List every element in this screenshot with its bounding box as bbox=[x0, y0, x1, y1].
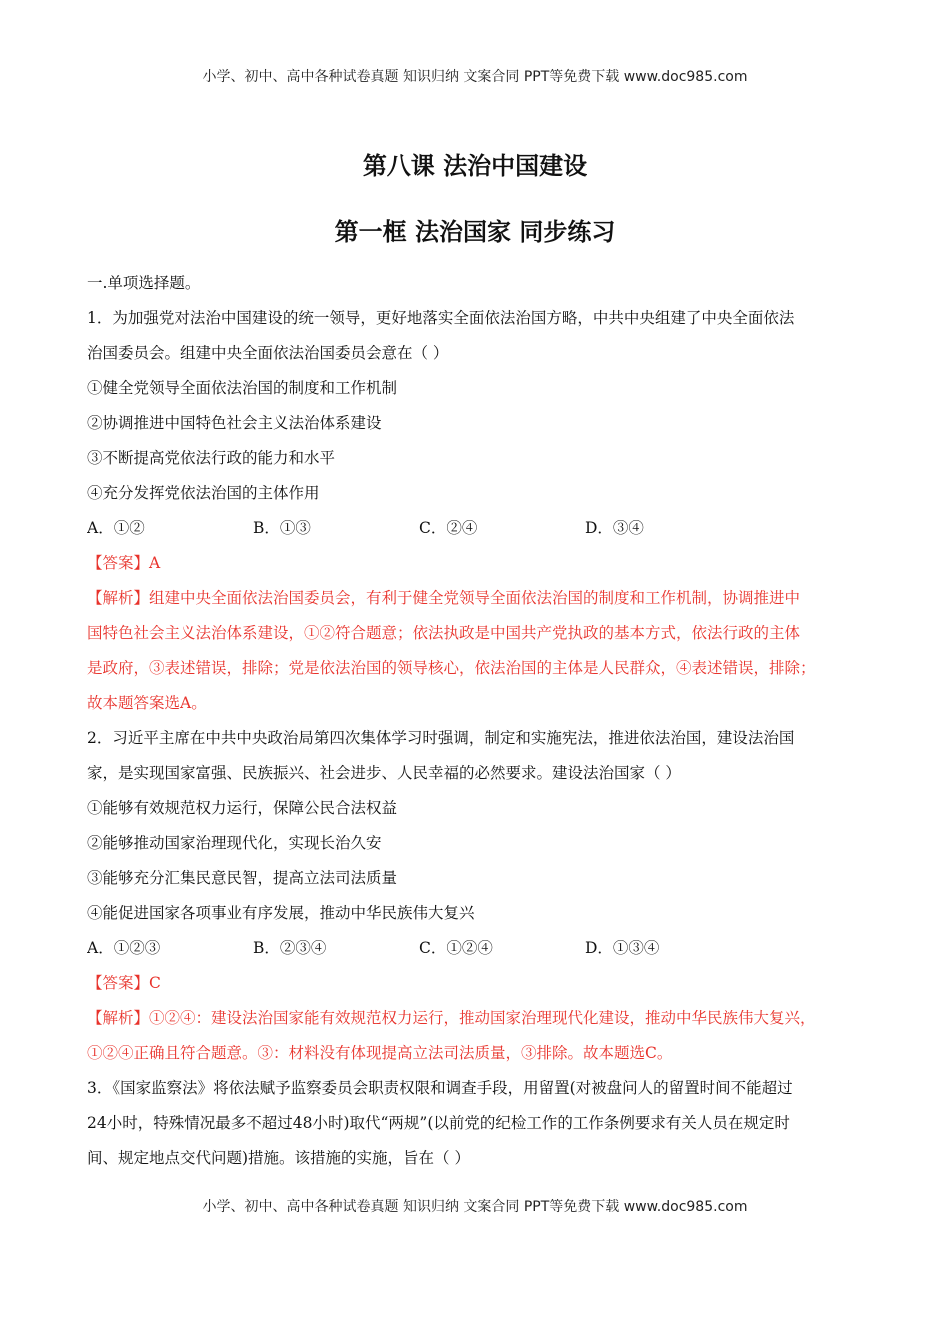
analysis-text: ①②④正确且符合题意。③：材料没有体现提高立法司法质量，③排除。故本题选C。 bbox=[87, 1044, 673, 1062]
analysis-text: 【解析】组建中央全面依法治国委员会，有利于健全党领导全面依法治国的制度和工作机制，协调推进中 bbox=[87, 589, 801, 607]
question-stem: 24小时，特殊情况最多不超过48小时)取代“两规”(以前党的纪检工作的工作条例要求有关人员在规定时 bbox=[87, 1114, 790, 1132]
answer-options bbox=[87, 931, 867, 966]
section-heading: 一.单项选择题。 bbox=[87, 274, 201, 292]
statement-item: ④充分发挥党依法治国的主体作用 bbox=[87, 484, 320, 502]
answer-label: 【答案】C bbox=[87, 974, 161, 992]
page-header: 小学、初中、高中各种试卷真题 知识归纳 文案合同 PPT等免费下载 www.doc985.com bbox=[202, 69, 748, 85]
option-a: A．①② bbox=[87, 519, 145, 537]
option-c: C．①②④ bbox=[419, 939, 493, 957]
analysis-text: 是政府，③表述错误，排除；党是依法治国的领导核心，依法治国的主体是人民群众，④表述错误，排除； bbox=[87, 659, 816, 677]
analysis-text: 【解析】①②④：建设法治国家能有效规范权力运行，推动国家治理现代化建设，推动中华民族伟大复兴， bbox=[87, 1009, 816, 1027]
question-stem: 2．习近平主席在中共中央政治局第四次集体学习时强调，制定和实施宪法，推进依法治国，建设法治国 bbox=[87, 729, 795, 747]
question-stem: 间、规定地点交代问题)措施。该措施的实施，旨在（ ） bbox=[87, 1149, 470, 1167]
question-stem: 治国委员会。组建中央全面依法治国委员会意在（ ） bbox=[87, 344, 449, 362]
answer-options bbox=[87, 511, 867, 546]
answer-label: 【答案】A bbox=[87, 554, 161, 572]
statement-item: ①能够有效规范权力运行，保障公民合法权益 bbox=[87, 799, 398, 817]
analysis-text: 国特色社会主义法治体系建设，①②符合题意；依法执政是中国共产党执政的基本方式，依法行政的主体 bbox=[87, 624, 801, 642]
statement-item: ④能促进国家各项事业有序发展，推动中华民族伟大复兴 bbox=[87, 904, 475, 922]
question-stem: 家，是实现国家富强、民族振兴、社会进步、人民幸福的必然要求。建设法治国家（ ） bbox=[87, 764, 681, 782]
section-title: 第一框 法治国家 同步练习 bbox=[334, 218, 616, 246]
question-1 bbox=[87, 301, 867, 721]
analysis-text: 故本题答案选A。 bbox=[87, 694, 207, 712]
document-body bbox=[87, 266, 867, 1176]
question-2 bbox=[87, 721, 867, 1071]
question-3 bbox=[87, 1071, 867, 1176]
option-d: D．①③④ bbox=[585, 939, 660, 957]
lesson-title: 第八课 法治中国建设 bbox=[362, 152, 588, 180]
question-stem: 1．为加强党对法治中国建设的统一领导，更好地落实全面依法治国方略，中共中央组建了中央全面依法 bbox=[87, 309, 795, 327]
option-a: A．①②③ bbox=[87, 939, 161, 957]
question-stem: 3．《国家监察法》将依法赋予监察委员会职责权限和调查手段，用留置(对被盘问人的留置时间不能超过 bbox=[87, 1079, 793, 1097]
statement-item: ③不断提高党依法行政的能力和水平 bbox=[87, 449, 336, 467]
option-b: B．②③④ bbox=[253, 939, 327, 957]
option-b: B．①③ bbox=[253, 519, 311, 537]
page-footer: 小学、初中、高中各种试卷真题 知识归纳 文案合同 PPT等免费下载 www.doc985.com bbox=[202, 1199, 748, 1215]
statement-item: ①健全党领导全面依法治国的制度和工作机制 bbox=[87, 379, 398, 397]
statement-item: ②能够推动国家治理现代化，实现长治久安 bbox=[87, 834, 382, 852]
statement-item: ③能够充分汇集民意民智，提高立法司法质量 bbox=[87, 869, 398, 887]
option-d: D．③④ bbox=[585, 519, 644, 537]
option-c: C．②④ bbox=[419, 519, 478, 537]
statement-item: ②协调推进中国特色社会主义法治体系建设 bbox=[87, 414, 382, 432]
